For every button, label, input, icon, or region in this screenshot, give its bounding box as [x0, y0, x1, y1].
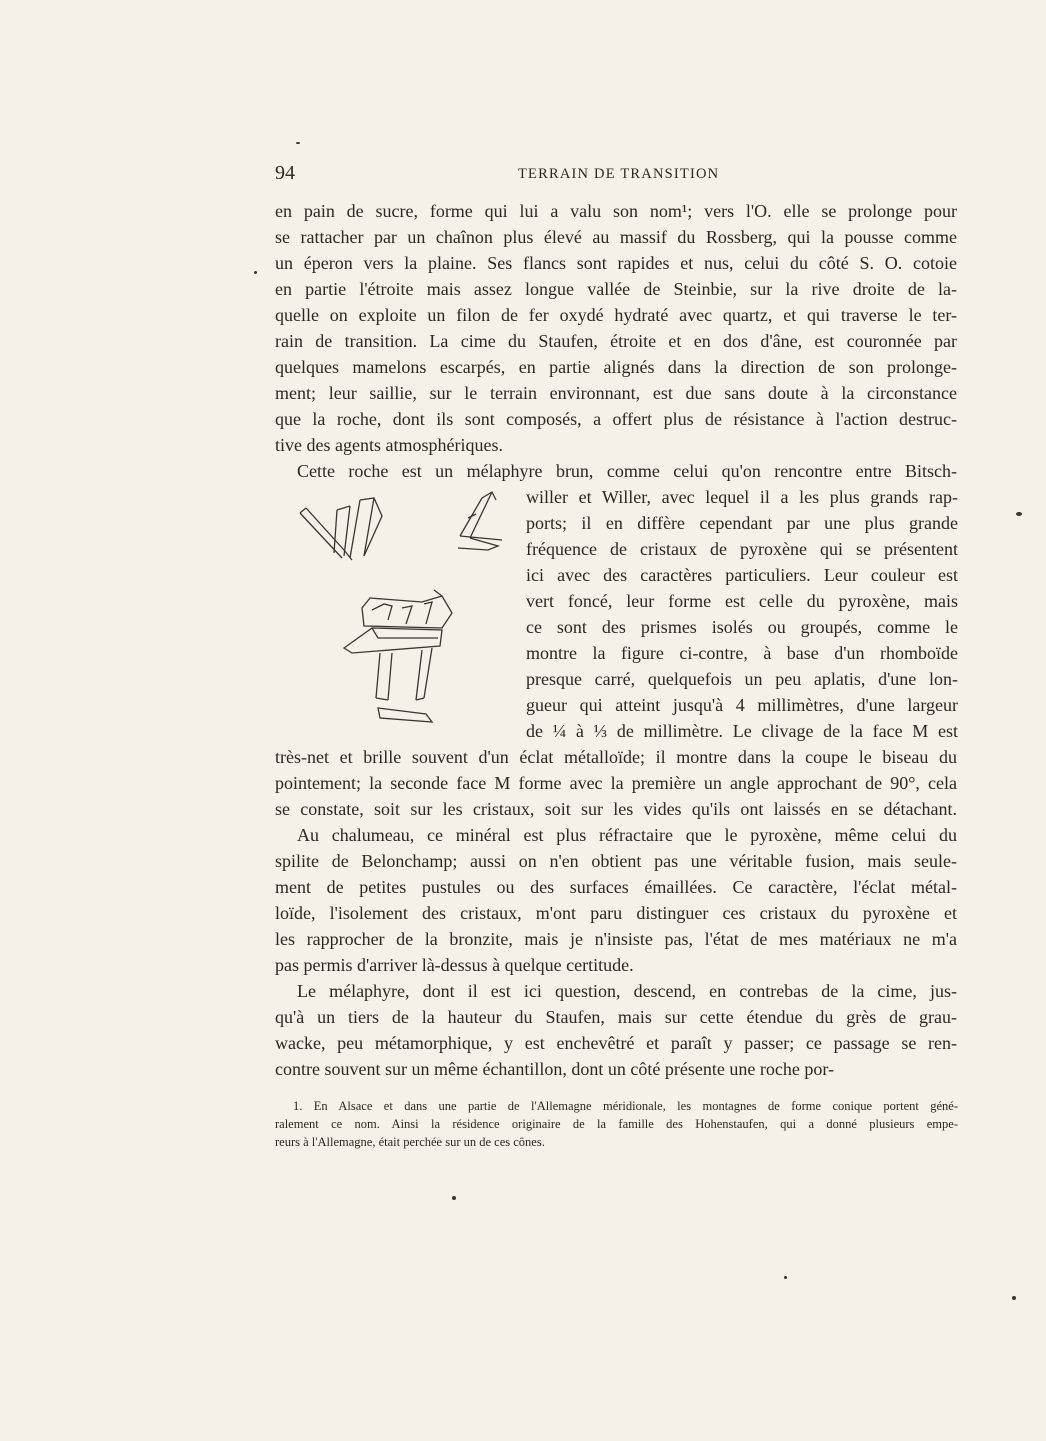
- text-line: vert foncé, leur forme est celle du pyroxène, mais: [526, 591, 958, 611]
- text-line: que la roche, dont ils sont composés, a offert plus de résistance à l'action destruc-: [275, 409, 957, 429]
- pyroxene-crystal-figure: [292, 478, 522, 738]
- text-line: rain de transition. La cime du Staufen, étroite et en dos d'âne, est couronnée par: [275, 331, 957, 351]
- text-line: de ¼ à ⅓ de millimètre. Le clivage de la face M est: [526, 721, 958, 741]
- text-line: en pain de sucre, forme qui lui a valu son nom¹; vers l'O. elle se prolonge pour: [275, 201, 957, 221]
- ink-speck: [1016, 512, 1022, 516]
- text-line: tive des agents atmosphériques.: [275, 435, 503, 455]
- ink-speck: [784, 1276, 787, 1279]
- text-line: ce sont des prismes isolés ou groupés, comme le: [526, 617, 958, 637]
- text-line: Au chalumeau, ce minéral est plus réfractaire que le pyroxène, même celui du: [297, 825, 957, 845]
- text-line: ment; leur saillie, sur le terrain environnant, est due sans doute à la circonstance: [275, 383, 957, 403]
- page-header: [275, 162, 960, 186]
- footnote-line: reurs à l'Allemagne, était perchée sur un de ces cônes.: [275, 1135, 545, 1149]
- text-line: qu'à un tiers de la hauteur du Staufen, mais sur cette étendue du grès de grau-: [275, 1007, 957, 1027]
- text-line: Cette roche est un mélaphyre brun, comme celui qu'on rencontre entre Bitsch-: [297, 461, 957, 481]
- text-line: willer et Willer, avec lequel il a les plus grands rap-: [526, 487, 958, 507]
- text-line: gueur qui atteint jusqu'à 4 millimètres, d'une largeur: [526, 695, 958, 715]
- footnote-line: ralement ce nom. Ainsi la résidence originaire de la famille des Hohenstaufen, qui a donné plusieurs empe-: [275, 1117, 958, 1131]
- footnote-line: 1. En Alsace et dans une partie de l'Allemagne méridionale, les montagnes de forme conique portent géné-: [293, 1099, 958, 1113]
- text-line: montre la figure ci-contre, à base d'un rhomboïde: [526, 643, 958, 663]
- text-line: ment de petites pustules ou des surfaces émaillées. Ce caractère, l'éclat métal-: [275, 877, 957, 897]
- text-line: les rapprocher de la bronzite, mais je n'insiste pas, l'état de mes matériaux ne m'a: [275, 929, 957, 949]
- text-line: se rattacher par un chaînon plus élevé au massif du Rossberg, qui la pousse comme: [275, 227, 957, 247]
- text-line: presque carré, quelquefois un peu aplatis, d'une lon-: [526, 669, 958, 689]
- text-line: ici avec des caractères particuliers. Leur couleur est: [526, 565, 958, 585]
- text-line: pas permis d'arriver là-dessus à quelque certitude.: [275, 955, 634, 975]
- ink-speck: [1012, 1296, 1016, 1300]
- text-line: fréquence de cristaux de pyroxène qui se présentent: [526, 539, 958, 559]
- text-line: très-net et brille souvent d'un éclat métalloïde; il montre dans la coupe le biseau du: [275, 747, 957, 767]
- text-line: loïde, l'isolement des cristaux, m'ont paru distinguer ces cristaux du pyroxène et: [275, 903, 957, 923]
- page-number: 94: [275, 162, 295, 184]
- ink-speck: [452, 1196, 456, 1200]
- text-line: wacke, peu métamorphique, y est enchevêtré et paraît y passer; ce passage se ren-: [275, 1033, 957, 1053]
- text-line: contre souvent sur un même échantillon, dont un côté présente une roche por-: [275, 1059, 834, 1079]
- ink-speck: [254, 271, 257, 274]
- text-line: spilite de Belonchamp; aussi on n'en obtient pas une véritable fusion, mais seule-: [275, 851, 957, 871]
- running-title: TERRAIN DE TRANSITION: [518, 166, 720, 182]
- text-line: Le mélaphyre, dont il est ici question, descend, en contrebas de la cime, jus-: [297, 981, 957, 1001]
- text-line: pointement; la seconde face M forme avec la première un angle approchant de 90°, cela: [275, 773, 957, 793]
- text-line: un éperon vers la plaine. Ses flancs sont rapides et nus, celui du côté S. O. cotoie: [275, 253, 957, 273]
- text-line: ports; il en diffère cependant par une plus grande: [526, 513, 958, 533]
- text-line: se constate, soit sur les cristaux, soit sur les vides qu'ils ont laissés en se détachant.: [275, 799, 957, 819]
- text-line: en partie l'étroite mais assez longue vallée de Steinbie, sur la rive droite de la-: [275, 279, 957, 299]
- text-line: quelle on exploite un filon de fer oxydé hydraté avec quartz, et qui traverse le ter-: [275, 305, 957, 325]
- ink-speck: [296, 142, 300, 144]
- text-line: quelques mamelons escarpés, en partie alignés dans la direction de son prolonge-: [275, 357, 957, 377]
